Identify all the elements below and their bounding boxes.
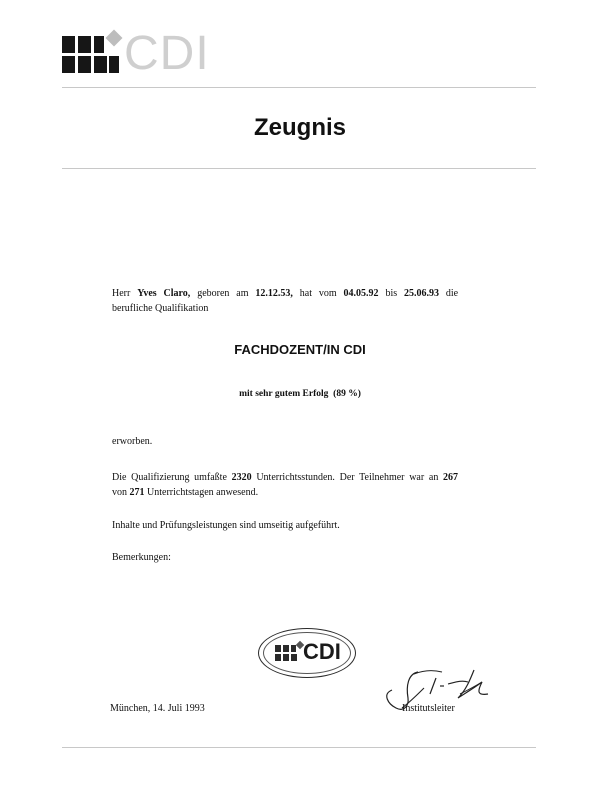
qualification-title: FACHDOZENT/IN CDI [234, 342, 366, 357]
hours-part1: Die Qualifizierung umfaßte [112, 472, 227, 483]
born-label: geboren am [197, 288, 249, 299]
hours-part3: von [112, 487, 127, 498]
to-label: bis [385, 288, 398, 299]
stamp-text: CDI [303, 639, 341, 664]
days-total: 271 [129, 487, 145, 498]
hours-value: 2320 [231, 472, 252, 483]
footer-rule [62, 747, 536, 748]
hours-paragraph [112, 470, 458, 500]
handwritten-signature [378, 664, 498, 724]
cdi-stamp [258, 628, 356, 678]
acquired-text: erworben. [112, 436, 153, 447]
document-title: Zeugnis [253, 114, 346, 141]
hours-part4: Unterrichtstagen anwesend. [147, 487, 259, 498]
date-to: 25.06.93 [404, 288, 439, 299]
header-rule [62, 87, 536, 88]
signature-label: Institutsleiter [402, 703, 455, 714]
cdi-logo [62, 27, 222, 80]
grade-percent: (89 %) [333, 389, 361, 399]
date-from: 04.05.92 [343, 288, 379, 299]
contents-note: Inhalte und Prüfungsleistungen sind umseitig aufgeführt. [112, 520, 340, 531]
stamp-blocks-icon [275, 645, 299, 663]
intro-tail: die [445, 288, 459, 299]
intro-line2: berufliche Qualifikation [112, 303, 209, 314]
grade-text: mit sehr gutem Erfolg [239, 389, 329, 399]
salutation: Herr [112, 288, 131, 299]
days-present: 267 [443, 472, 459, 483]
birth-date: 12.12.53, [255, 288, 293, 299]
grade-line [0, 389, 600, 399]
logo-text: CDI [124, 27, 210, 80]
remarks-label: Bemerkungen: [112, 552, 171, 563]
period-label: hat vom [299, 288, 337, 299]
hours-part2: Unterrichtsstunden. Der Teilnehmer war an [256, 472, 439, 483]
title-rule [62, 168, 536, 169]
place-date: München, 14. Juli 1993 [110, 703, 205, 714]
person-name: Yves Claro, [137, 288, 191, 299]
intro-paragraph [112, 286, 458, 316]
